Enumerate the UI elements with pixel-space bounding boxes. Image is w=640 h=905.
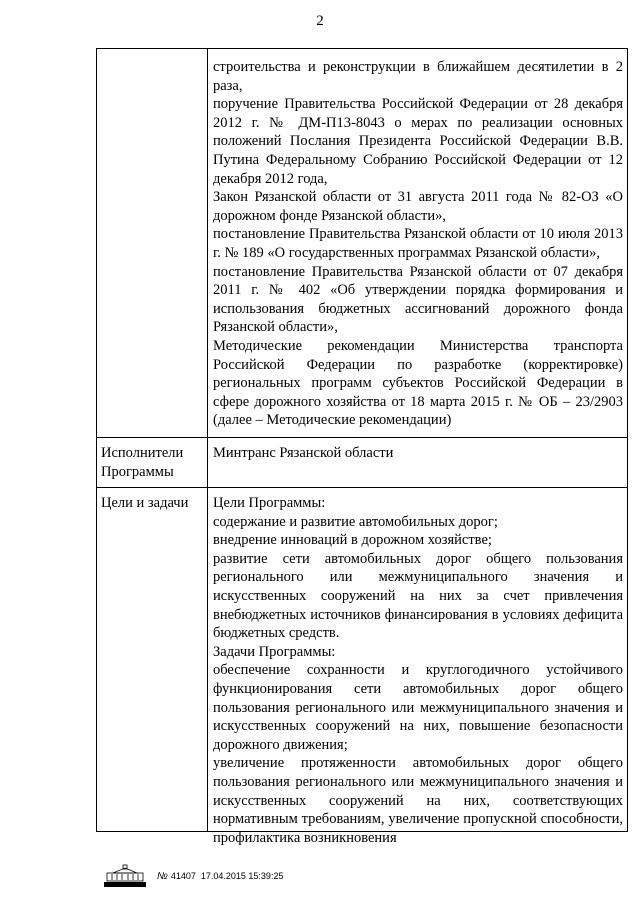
paragraph: обеспечение сохранности и круглогодичного устойчивого функционирования сети автомобильных дорог общего пользования регионального или межмуниципального значения и искусственных сооружений на них, повышение безопасности дорожного движения; [213, 662, 623, 753]
paragraph: Минтранс Рязанской области [213, 445, 394, 461]
registration-datetime: 17.04.2015 15:39:25 [200, 871, 284, 881]
row-divider [97, 437, 627, 438]
paragraph: постановление Правительства Рязанской области от 07 декабря 2011 г. № 402 «Об утверждении порядка формирования и использования бюджетных ассигнований дорожного фонда Рязанской области», [213, 263, 623, 336]
row-content [213, 494, 623, 847]
government-building-icon [103, 864, 147, 888]
paragraph: Закон Рязанской области от 31 августа 2011 года № 82-ОЗ «О дорожном фонде Рязанской области», [213, 189, 623, 224]
row-divider [97, 487, 627, 488]
page-number: 2 [316, 13, 324, 29]
paragraph: Методические рекомендации Министерства транспорта Российской Федерации по разработке (корректировке) региональных программ субъектов Российской Федерации в сфере дорожного хозяйства от 18 марта 2015 г. № ОБ – 23/2903 (далее – Методические рекомендации) [213, 337, 623, 429]
program-passport-table [96, 48, 628, 846]
paragraph: развитие сети автомобильных дорог общего пользования регионального или межмуниципального значения и искусственных сооружений на них за счет привлечения внебюджетных источников финансирования в условиях дефицита бюджетных средств. [213, 550, 623, 642]
document-number: 41407 [170, 871, 196, 881]
paragraph: внедрение инноваций в дорожном хозяйстве; [213, 532, 492, 549]
row-label: Цели и задачи [101, 495, 189, 511]
row-content [213, 444, 623, 463]
paragraph: поручение Правительства Российской Федерации от 28 декабря 2012 г. № ДМ-П13-8043 о мерах по реализации основных положений Послания Президента Российской Федерации В.В. Путина Федеральному Собранию Российской Федерации от 12 декабря 2012 года, [213, 96, 623, 187]
paragraph: Цели Программы: [213, 495, 326, 511]
paragraph: увеличение протяженности автомобильных дорог общего пользования регионального или межмуниципального значения и искусственных сооружений на них, соответствующих нормативным требованиям, увеличение пропускной способности, профилактика возникновения [213, 755, 623, 846]
paragraph: Задачи Программы: [213, 643, 336, 660]
paragraph: постановление Правительства Рязанской области от 10 июля 2013 г. № 189 «О государственных программах Рязанской области», [213, 226, 623, 261]
registration-mark: № [157, 870, 168, 882]
paragraph: строительства и реконструкции в ближайшем десятилетии в 2 раза, [213, 59, 623, 94]
row-label: Исполнители Программы [101, 445, 184, 480]
column-divider [207, 49, 208, 831]
registration-stamp [103, 864, 283, 888]
row-content [213, 58, 623, 430]
paragraph: содержание и развитие автомобильных дорог; [213, 513, 498, 530]
